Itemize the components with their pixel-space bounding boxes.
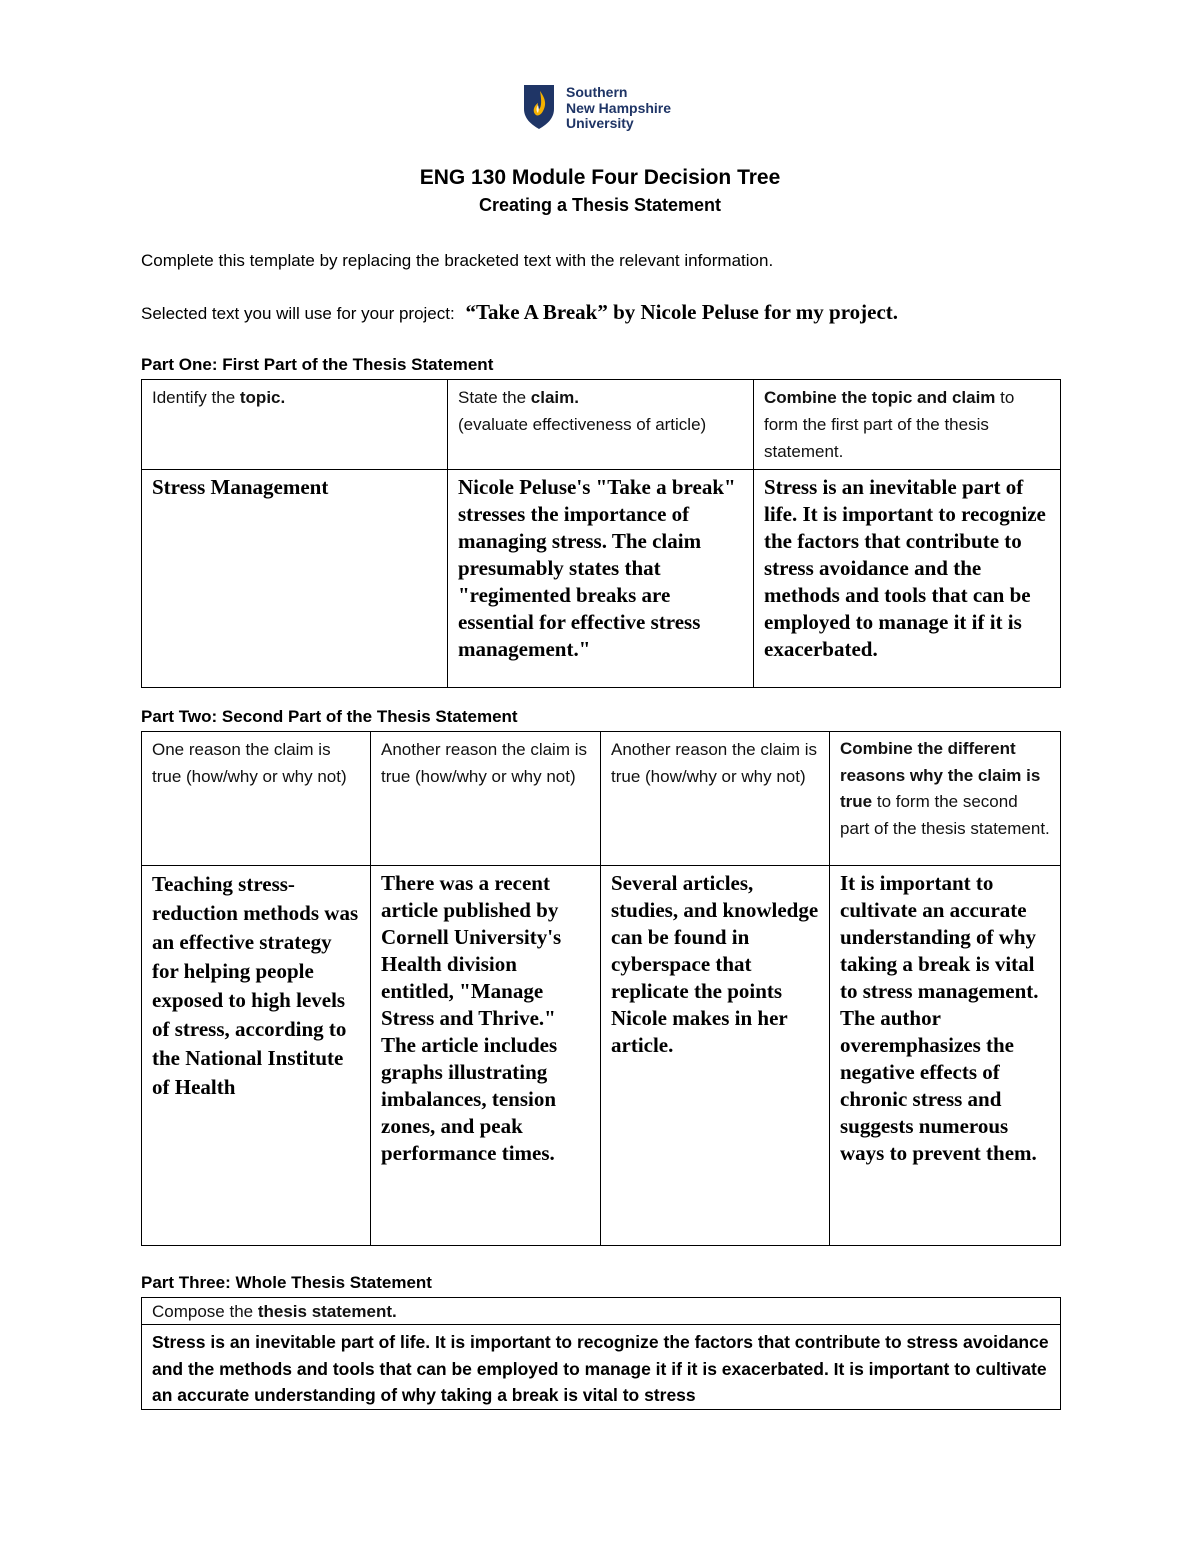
thesis-answer: Stress is an inevitable part of life. It is important to recognize the factors that contribute to stress avoidance and the methods and tools that can be employed to manage it if it is exacerbated. It is important to cultivate an accurate understanding of why taking a break is vital to stress [142,1325,1061,1410]
university-name [566,85,671,132]
topic-prompt: Identify the [152,388,240,407]
thesis-prompt: Compose the [152,1302,258,1321]
topic-prompt-bold: topic. [239,388,286,407]
part-one-heading: Part One: First Part of the Thesis Statement [141,355,494,374]
instructions: Complete this template by replacing the bracketed text with the relevant information. [141,251,774,270]
logo-line-1: Southern [566,84,628,100]
thesis-prompt-bold: thesis statement. [257,1302,397,1321]
combine-prompt: to form the first part of the thesis statement. [764,388,1015,461]
part-two-table [141,731,1061,1246]
thesis-prompt-cell [142,1298,1061,1325]
reason2-prompt: Another reason the claim is true (how/why or why not) [371,732,601,866]
university-logo [522,83,692,135]
shield-flame-icon [522,83,556,131]
table-row [142,732,1061,866]
table-row [142,866,1061,1246]
combine-reasons-prompt-cell [830,732,1061,866]
part-two-heading: Part Two: Second Part of the Thesis Statement [141,707,518,726]
part-three-table [141,1297,1061,1410]
reason3-prompt: Another reason the claim is true (how/why or why not) [601,732,830,866]
page-title: ENG 130 Module Four Decision Tree [419,166,781,189]
table-row [142,380,1061,470]
combine-reasons-prompt-bold: Combine the different reasons why the claim is true [840,739,1041,811]
claim-answer: Nicole Peluse's "Take a break" stresses the importance of managing stress. The claim presumably states that "regimented breaks are essential for effective stress management." [448,470,754,688]
claim-prompt-bold: claim. [530,388,579,407]
page-subtitle: Creating a Thesis Statement [478,195,722,215]
part-three-heading: Part Three: Whole Thesis Statement [141,1273,432,1292]
reason2-answer: There was a recent article published by Cornell University's Health division entitled, "Manage Stress and Thrive." The article includes graphs illustrating imbalances, tension zones, and peak performance times. [371,866,601,1246]
selected-text-line [141,300,898,325]
combine-prompt-bold: Combine the topic and claim [764,388,996,407]
selected-text-label: Selected text you will use for your project: [141,304,455,323]
table-row [142,1325,1061,1410]
combine-reasons-prompt: to form the second part of the thesis statement. [840,792,1050,838]
claim-prompt: State the [458,388,531,407]
part-one-table [141,379,1061,688]
logo-line-3: University [566,115,634,131]
table-row [142,1298,1061,1325]
selected-text-answer: “Take A Break” by Nicole Peluse for my project. [465,300,899,324]
combined-answer: Stress is an inevitable part of life. It is important to recognize the factors that contribute to stress avoidance and the methods and tools that can be employed to manage it if it is exacerbated. [754,470,1061,688]
claim-prompt-note: (evaluate effectiveness of article) [458,415,707,434]
logo-line-2: New Hampshire [566,99,672,116]
combined-reasons-answer: It is important to cultivate an accurate understanding of why taking a break is vital to stress management. The author overemphasizes the negative effects of chronic stress and suggests numerous ways to prevent them. [830,866,1061,1246]
table-row [142,470,1061,688]
topic-answer: Stress Management [142,470,448,688]
reason3-answer: Several articles, studies, and knowledge can be found in cyberspace that replicate the points Nicole makes in her article. [601,866,830,1246]
combine-prompt-cell [754,380,1061,470]
topic-prompt-cell [142,380,448,470]
reason1-answer: Teaching stress-reduction methods was an effective strategy for helping people exposed to high levels of stress, according to the National Institute of Health [142,866,371,1246]
reason1-prompt: One reason the claim is true (how/why or why not) [142,732,371,866]
claim-prompt-cell [448,380,754,470]
